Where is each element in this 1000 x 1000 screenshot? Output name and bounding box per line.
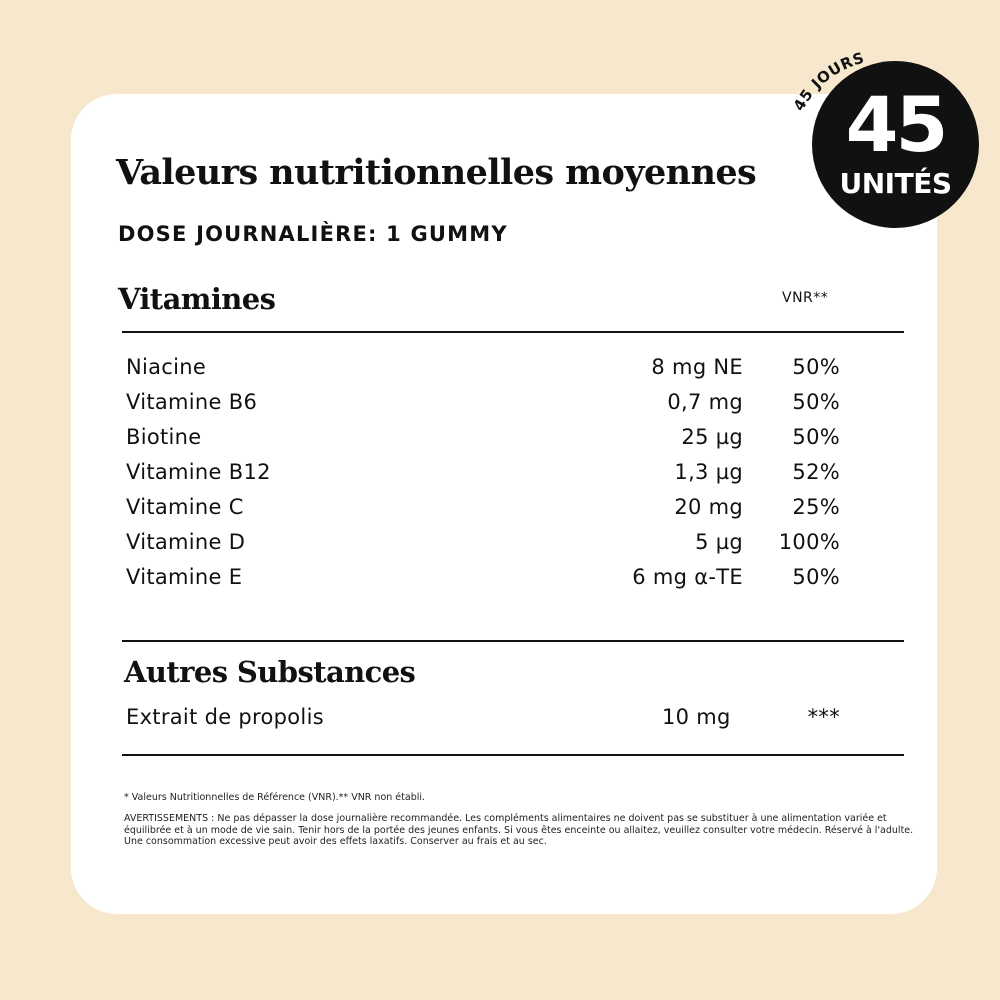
nutrient-vnr: 50%	[792, 355, 840, 379]
table-row	[126, 355, 840, 390]
nutrient-name: Vitamine B6	[126, 390, 258, 414]
substance-amount: 10 mg	[662, 705, 731, 729]
badge-arc-text: 45 JOURS	[789, 48, 867, 114]
nutrient-amount: 0,7 mg	[667, 390, 743, 414]
nutrient-name: Vitamine D	[126, 530, 246, 554]
table-row	[126, 495, 840, 530]
daily-dose: DOSE JOURNALIÈRE: 1 GUMMY	[118, 222, 508, 246]
nutrient-name: Biotine	[126, 425, 202, 449]
warnings-text: AVERTISSEMENTS : Ne pas dépasser la dose journalière recommandée. Les compléments alimentaires ne doivent pas se substituer à une alimentation variée et équilibrée et à un mode de vie sain. Tenir hors de la portée des jeunes enfants. Si vous êtes enceinte ou allaitez, veuillez consulter votre médecin. Réservé à l'adulte. Une consommation excessive peut avoir des effets laxatifs. Conserver au frais et au sec.	[124, 813, 914, 847]
nutrient-amount: 8 mg NE	[651, 355, 743, 379]
nutrient-amount: 6 mg α-TE	[632, 565, 743, 589]
nutrient-vnr: 50%	[792, 565, 840, 589]
vnr-column-header: VNR**	[782, 290, 829, 306]
units-badge	[812, 61, 979, 228]
nutrient-vnr: 100%	[778, 530, 840, 554]
nutrient-vnr: 25%	[792, 495, 840, 519]
nutrient-vnr: 50%	[792, 390, 840, 414]
nutrient-amount: 25 µg	[681, 425, 743, 449]
other-substances-heading: Autres Substances	[124, 655, 416, 689]
substance-vnr: ***	[807, 705, 840, 729]
substance-name: Extrait de propolis	[126, 705, 324, 729]
divider-line	[122, 640, 904, 642]
table-row	[126, 530, 840, 565]
nutrient-vnr: 52%	[792, 460, 840, 484]
table-row	[126, 390, 840, 425]
divider-line	[122, 754, 904, 756]
badge-number: 45	[845, 80, 946, 169]
table-row	[126, 565, 840, 600]
nutrient-amount: 1,3 µg	[674, 460, 743, 484]
page-title: Valeurs nutritionnelles moyennes	[116, 152, 757, 193]
table-row	[126, 705, 840, 740]
vnr-footnote: * Valeurs Nutritionnelles de Référence (VNR).** VNR non établi.	[124, 792, 426, 803]
nutrient-amount: 20 mg	[674, 495, 743, 519]
vitamins-heading: Vitamines	[118, 282, 276, 316]
badge-unit: UNITÉS	[839, 167, 952, 200]
nutrient-name: Niacine	[126, 355, 207, 379]
nutrient-name: Vitamine B12	[126, 460, 271, 484]
nutrient-name: Vitamine E	[126, 565, 243, 589]
nutrient-name: Vitamine C	[126, 495, 244, 519]
nutrient-vnr: 50%	[792, 425, 840, 449]
table-row	[126, 425, 840, 460]
divider-line	[122, 331, 904, 333]
nutrient-amount: 5 µg	[695, 530, 743, 554]
table-row	[126, 460, 840, 495]
